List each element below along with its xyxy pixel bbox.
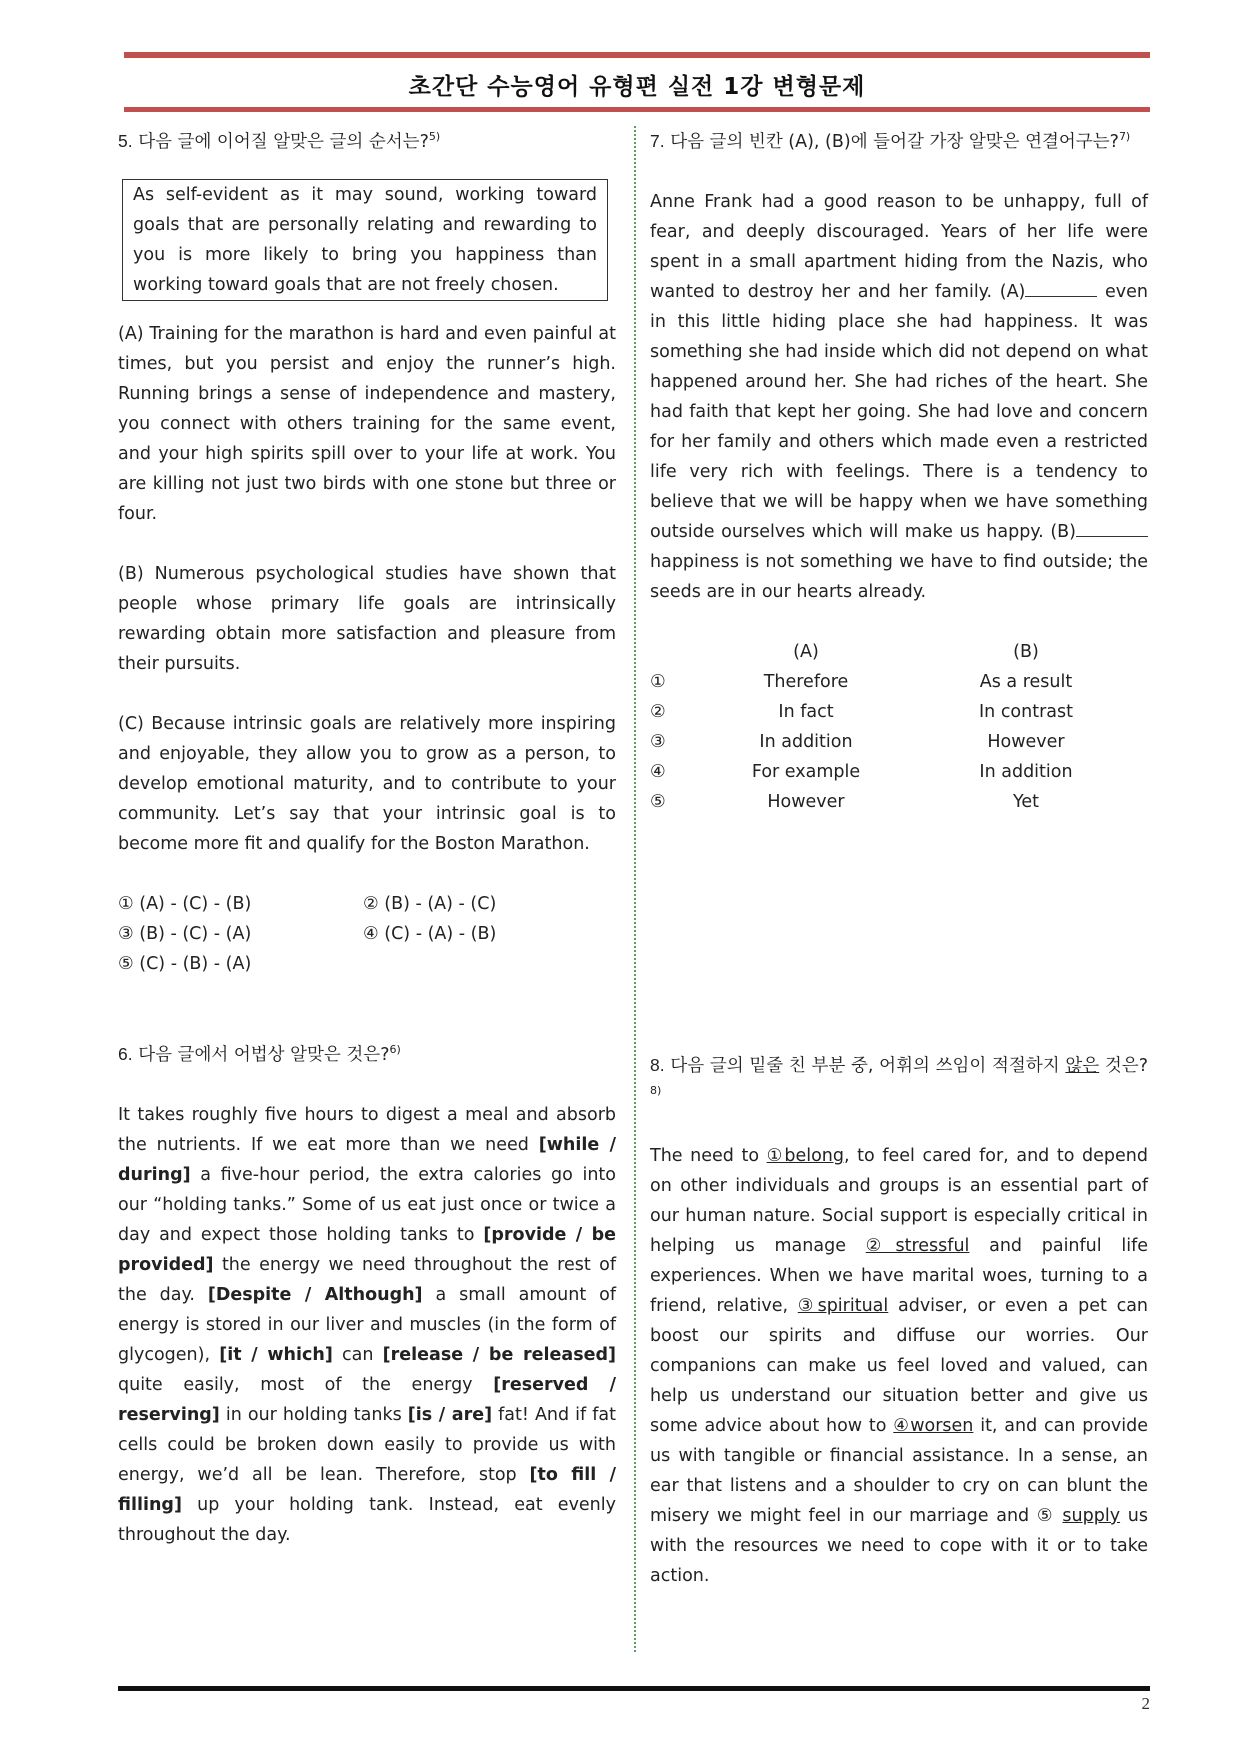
q6-number: 6.: [118, 1044, 133, 1064]
q6-footnote: 6): [389, 1043, 401, 1057]
q5-number: 5.: [118, 131, 133, 151]
q8-underline-2: ②stressful: [865, 1236, 970, 1256]
q7-title: [650, 126, 1148, 157]
q5-choice-3[interactable]: ③ (B) - (C) - (A): [118, 924, 252, 944]
q8-number: 8.: [650, 1055, 665, 1075]
q7-option-4[interactable]: ④ For example In addition: [650, 762, 1073, 782]
q6-passage: It takes roughly five hours to digest a meal and absorb the nutrients. If we eat more than we need [while / during] a five-hour period, the extra calories go into our “holding tanks.” Some of us eat just once or twice a day and expect those holding tanks to [provide / be provided] the energy we need throughout the rest of the day. [Despite / Although] a small amount of energy is stored in our liver and muscles (in the form of glycogen), [it / which] can [release / be released] quite easily, most of the energy [reserved / reserving] in our holding tanks [is / are] fat! And if fat cells could be broken down easily to provide us with energy, we’d all be lean. Therefore, stop [to fill / filling] up your holding tank. Instead, eat evenly throughout the day.: [118, 1105, 617, 1545]
q8-footnote: 8): [650, 1084, 662, 1098]
q7-option-3[interactable]: ③ In addition However: [650, 732, 1065, 752]
q6-bracket-5: [release / be released]: [382, 1345, 617, 1365]
q7-footnote: 7): [1118, 130, 1131, 144]
q5-choice-4[interactable]: ④ (C) - (A) - (B): [363, 924, 497, 944]
q7-option-2[interactable]: ② In fact In contrast: [650, 702, 1073, 722]
q5-prompt: 다음 글에 이어질 알맞은 글의 순서는?: [138, 132, 429, 152]
column-divider: [634, 126, 636, 1652]
q7-passage: Anne Frank had a good reason to be unhappy, full of fear, and deeply discouraged. Years of her life were spent in a small apartment hiding from the Nazis, who wanted to destroy her and her family. (A) even in this little hiding place she had happiness. It was something she had inside which did not depend on what happened around her. She had riches of the heart. She had faith that kept her going. She had love and concern for her family and others which made even a restricted life very rich with feelings. There is a tendency to believe that we will be happy when we have something outside ourselves which will make us happy. (B) happiness is not something we have to find outside; the seeds are in our hearts already.: [650, 192, 1148, 602]
q8-passage: The need to ①belong, to feel cared for, and to depend on other individuals and groups is an essential part of our human nature. Social support is especially critical in helping us manage ②stressful and painful life experiences. When we have marital woes, turning to a friend, relative, ③spiritual adviser, or even a pet can boost our spirits and diffuse our worries. Our companions can make us feel loved and valued, can help us understand our situation better and give us some advice about how to ④worsen it, and can provide us with tangible or financial assistance. In a sense, an ear that listens and a shoulder to cry on can blunt the misery we might feel in our marriage and ⑤ supply us with the resources we need to cope with it or to take action.: [650, 1146, 1149, 1586]
q5-footnote: 5): [428, 130, 441, 144]
header-top-rule: [124, 52, 1150, 58]
q8-underline-5: supply: [1062, 1506, 1121, 1526]
q6-bracket-6: [reserved / reserving]: [118, 1375, 616, 1425]
left-column: [118, 126, 616, 1550]
q6-bracket-2: [provide / be provided]: [118, 1225, 616, 1275]
q5-choice-2[interactable]: ② (B) - (A) - (C): [363, 894, 497, 914]
q7-option-1[interactable]: ① Therefore As a result: [650, 672, 1073, 692]
page-number: 2: [1141, 1694, 1150, 1713]
header-bottom-rule: [124, 107, 1150, 112]
q6-bracket-7: [is / are]: [407, 1405, 493, 1425]
q8-underline-1: ①belong: [766, 1146, 845, 1166]
q6-bracket-3: [Despite / Although]: [207, 1285, 423, 1305]
q6-bracket-4: [it / which]: [219, 1345, 333, 1365]
q8-block: [650, 1050, 1148, 1591]
q7-col-a-header: (A): [793, 642, 819, 662]
q6-prompt: 다음 글에서 어법상 알맞은 것은?: [138, 1045, 390, 1065]
q7-col-b-header: (B): [1013, 642, 1039, 662]
q8-prompt: 다음 글의 밑줄 친 부분 중, 어휘의 쓰임이 적절하지: [670, 1056, 1066, 1076]
q8-underline-3: ③spiritual: [797, 1296, 889, 1316]
page-title: 초간단 수능영어 유형편 실전 1강 변형문제: [408, 74, 866, 100]
q7-option-5[interactable]: ⑤ However Yet: [650, 792, 1039, 812]
footer-rule: [118, 1686, 1150, 1691]
q6-bracket-8: [to fill / filling]: [118, 1465, 616, 1515]
right-column: [650, 126, 1148, 817]
q5-paragraph-b: (B) Numerous psychological studies have shown that people whose primary life goals are intrinsically rewarding obtain more satisfaction and pleasure from their pursuits.: [118, 564, 616, 674]
q8-underline-4: ④worsen: [893, 1416, 974, 1436]
q5-title: [118, 126, 616, 157]
q7-prompt: 다음 글의 빈칸 (A), (B)에 들어갈 가장 알맞은 연결어구는?: [670, 132, 1119, 152]
q5-paragraph-a: (A) Training for the marathon is hard and even painful at times, but you persist and enjoy the runner’s high. Running brings a sense of independence and mastery, you connect with others training for the same event, and your high spirits spill over to your life at work. You are killing not just two birds with one stone but three or four.: [118, 324, 616, 524]
q7-blank-b: [1076, 518, 1148, 537]
q5-choice-5[interactable]: ⑤ (C) - (B) - (A): [118, 954, 252, 974]
q5-choice-1[interactable]: ① (A) - (C) - (B): [118, 894, 252, 914]
q7-number: 7.: [650, 131, 665, 151]
q5-choices: [118, 889, 616, 979]
q8-title: 8. 다음 글의 밑줄 친 부분 중, 어휘의 쓰임이 적절하지 않은 것은?$^{8)}$: [650, 1055, 1148, 1098]
q5-paragraph-c: (C) Because intrinsic goals are relatively more inspiring and enjoyable, they allow you to grow as a person, to develop emotional maturity, and to contribute to your community. Let’s say that your intrinsic goal is to become more fit and qualify for the Boston Marathon.: [118, 714, 616, 854]
q7-blank-a: [1025, 278, 1097, 297]
q6-bracket-1: [while / during]: [118, 1135, 616, 1185]
q8-prompt-underlined: 않은: [1065, 1056, 1100, 1076]
q5-intro-box: As self-evident as it may sound, working toward goals that are personally relating and rewarding to you is more likely to bring you happiness than working toward goals that are not freely chosen.: [122, 179, 608, 301]
q7-option-header: [650, 637, 1148, 667]
q6-title: [118, 1039, 616, 1070]
